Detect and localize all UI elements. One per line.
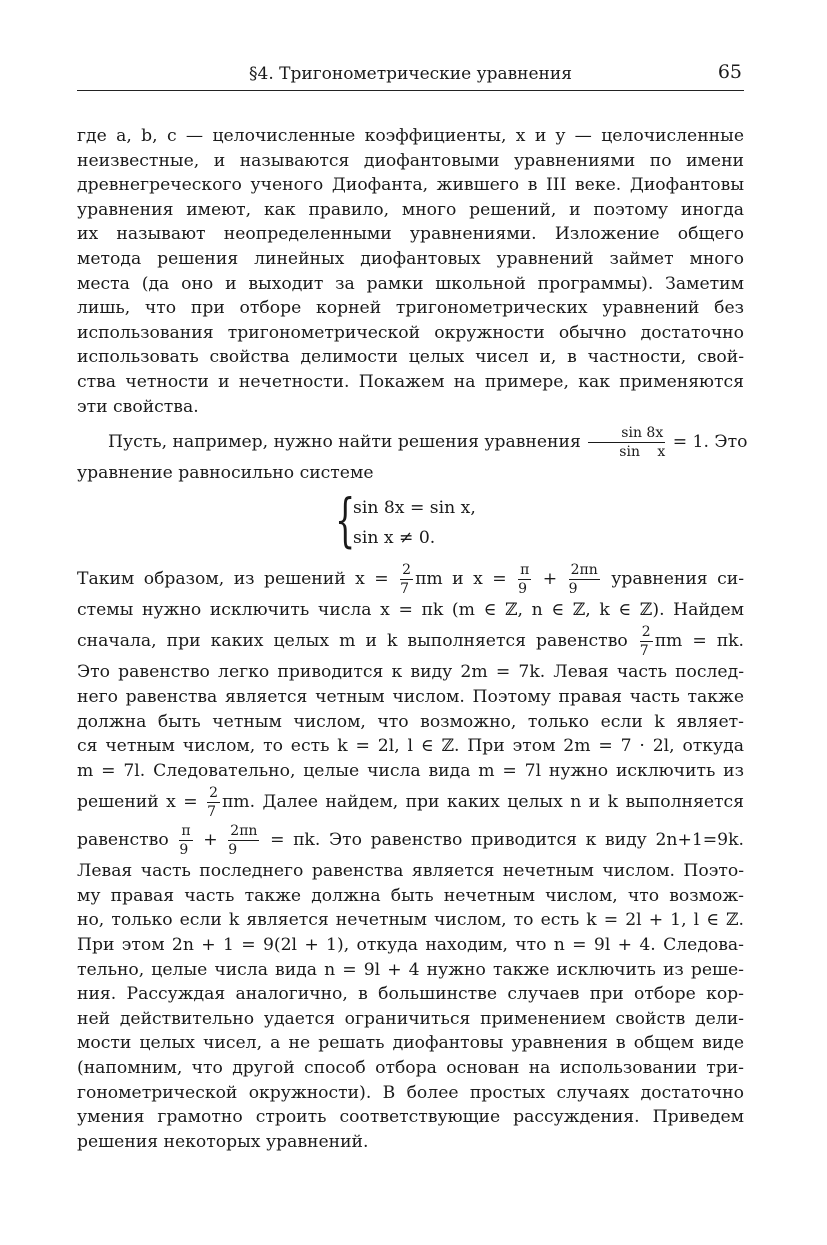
fraction-numerator: sin 8x — [588, 426, 665, 443]
fraction — [228, 824, 259, 857]
fraction-numerator: π — [181, 823, 191, 840]
text-segment: + — [203, 830, 218, 851]
text-line: должна быть четным числом, что возможно, только если k являет- — [77, 711, 744, 732]
page-header — [77, 61, 744, 91]
text-line: m = 7l. Следовательно, целые числа вида m = 7l нужно исключить из — [77, 760, 744, 781]
paragraph-3 — [77, 560, 744, 1155]
text-segment: πm = πk. — [654, 631, 744, 652]
text-segment: πm. Далее найдем, при каких целых n и k выполняется — [222, 792, 744, 813]
fraction-denominator: 9 — [568, 580, 578, 597]
system-equation-1: sin 8x = sin x, — [353, 497, 476, 518]
text-line: уравнения имеют, как правило, много решений, и поэтому иногда — [77, 199, 744, 220]
text-line: использовать свойства делимости целых чисел и, в частности, свой- — [77, 347, 744, 368]
text-line: ния. Рассуждая аналогично, в большинстве случаев при отборе кор- — [77, 984, 744, 1005]
text-line: решения некоторых уравнений. — [77, 1131, 369, 1152]
paragraph-1 — [77, 124, 744, 419]
text-line: ся четным числом, то есть k = 2l, l ∈ ℤ. При этом 2m = 7 · 2l, откуда — [77, 736, 744, 757]
text-line: ства четности и нечетности. Покажем на примере, как применяются — [77, 371, 744, 392]
fraction-denominator: 7 — [639, 643, 649, 660]
text-segment: уравнения си- — [611, 568, 745, 589]
text-line: где a, b, c — целочисленные коэффициенты, x и y — целочисленные — [77, 126, 744, 146]
text-line: умения грамотно строить соответствующие рассуждения. Приведем — [77, 1107, 744, 1128]
text-line-with-fraction — [77, 423, 748, 461]
fraction-numerator: 2 — [402, 561, 412, 578]
fraction — [400, 563, 413, 596]
page-number: 65 — [717, 61, 742, 83]
fraction-numerator: 2 — [209, 785, 219, 802]
text-line: неизвестные, и называются диофантовыми уравнениями по имени — [77, 150, 744, 171]
text-segment: Пусть, например, нужно найти решения уравнения — [108, 432, 581, 453]
section-title: §4. Тригонометрические уравнения — [249, 64, 572, 84]
text-line-with-fraction — [77, 622, 744, 660]
fraction-denominator: sin x — [619, 444, 666, 461]
fraction — [179, 824, 192, 857]
fraction-numerator: 2πn — [570, 561, 598, 578]
fraction-numerator: 2πn — [230, 823, 258, 840]
fraction-denominator: 7 — [207, 804, 217, 821]
text-segment: πm и x = — [415, 568, 507, 589]
text-line: Левая часть последнего равенства является нечетным числом. Поэто- — [77, 861, 744, 882]
text-line: тельно, целые числа вида n = 9l + 4 нужно также исключить из реше- — [77, 959, 744, 980]
text-segment: + — [542, 568, 558, 589]
text-segment: равенство — [77, 830, 169, 851]
text-line: уравнение равносильно системе — [77, 463, 374, 484]
text-segment: = πk. Это равенство приводится к виду 2n+1=9k. — [270, 830, 744, 851]
text-line: но, только если k является нечетным числом, то есть k = 2l + 1, l ∈ ℤ. — [77, 910, 744, 931]
equation-system — [77, 485, 744, 556]
text-segment: = 1. Это — [672, 432, 748, 453]
fraction — [588, 426, 665, 459]
fraction — [207, 786, 220, 819]
text-segment: решений x = — [77, 792, 198, 813]
text-line-with-fraction — [77, 821, 744, 859]
text-line: метода решения линейных диофантовых уравнений займет много — [77, 248, 744, 269]
text-line: Это равенство легко приводится к виду 2m = 7k. Левая часть послед- — [77, 662, 744, 683]
left-brace: { — [335, 485, 356, 554]
paragraph-2 — [77, 423, 748, 486]
text-line: стемы нужно исключить числа x = πk (m ∈ ℤ, n ∈ ℤ, k ∈ ℤ). Найдем — [77, 599, 744, 620]
fraction-denominator: 9 — [518, 580, 528, 597]
text-line: использования тригонометрической окружности обычно достаточно — [77, 322, 744, 343]
text-line: места (да оно и выходит за рамки школьной программы). Заметим — [77, 273, 744, 294]
text-line: При этом 2n + 1 = 9(2l + 1), откуда находим, что n = 9l + 4. Следова- — [77, 935, 744, 956]
fraction — [518, 563, 531, 596]
page-body — [77, 124, 748, 1154]
text-line: му правая часть также должна быть нечетным числом, что возмож- — [77, 885, 744, 906]
text-segment: сначала, при каких целых m и k выполняется равенство — [77, 631, 628, 652]
fraction-denominator: 9 — [228, 842, 238, 859]
fraction-denominator: 9 — [179, 842, 189, 859]
text-line: древнегреческого ученого Диофанта, жившего в III веке. Диофантовы — [77, 175, 744, 196]
text-line: (напомним, что другой способ отбора основан на использовании три- — [77, 1058, 744, 1079]
text-line: него равенства является четным числом. Поэтому правая часть также — [77, 686, 744, 707]
fraction-numerator: 2 — [641, 624, 651, 641]
fraction — [569, 563, 600, 596]
text-line: эти свойства. — [77, 396, 199, 417]
text-line: ней действительно удается ограничиться применением свойств дели- — [77, 1008, 744, 1029]
fraction-denominator: 7 — [400, 580, 410, 597]
system-equation-2: sin x ≠ 0. — [353, 527, 436, 548]
text-segment: Таким образом, из решений x = — [77, 568, 389, 589]
fraction — [640, 625, 653, 658]
text-line: лишь, что при отборе корней тригонометрических уравнений без — [77, 298, 744, 319]
text-line-with-fraction — [77, 783, 744, 821]
text-line: их называют неопределенными уравнениями. Изложение общего — [77, 224, 744, 245]
fraction-numerator: π — [520, 561, 530, 578]
text-line: мости целых чисел, а не решать диофантовы уравнения в общем виде — [77, 1033, 744, 1054]
text-line-with-fraction — [77, 560, 744, 598]
text-line: гонометрической окружности). В более простых случаях достаточно — [77, 1082, 744, 1103]
